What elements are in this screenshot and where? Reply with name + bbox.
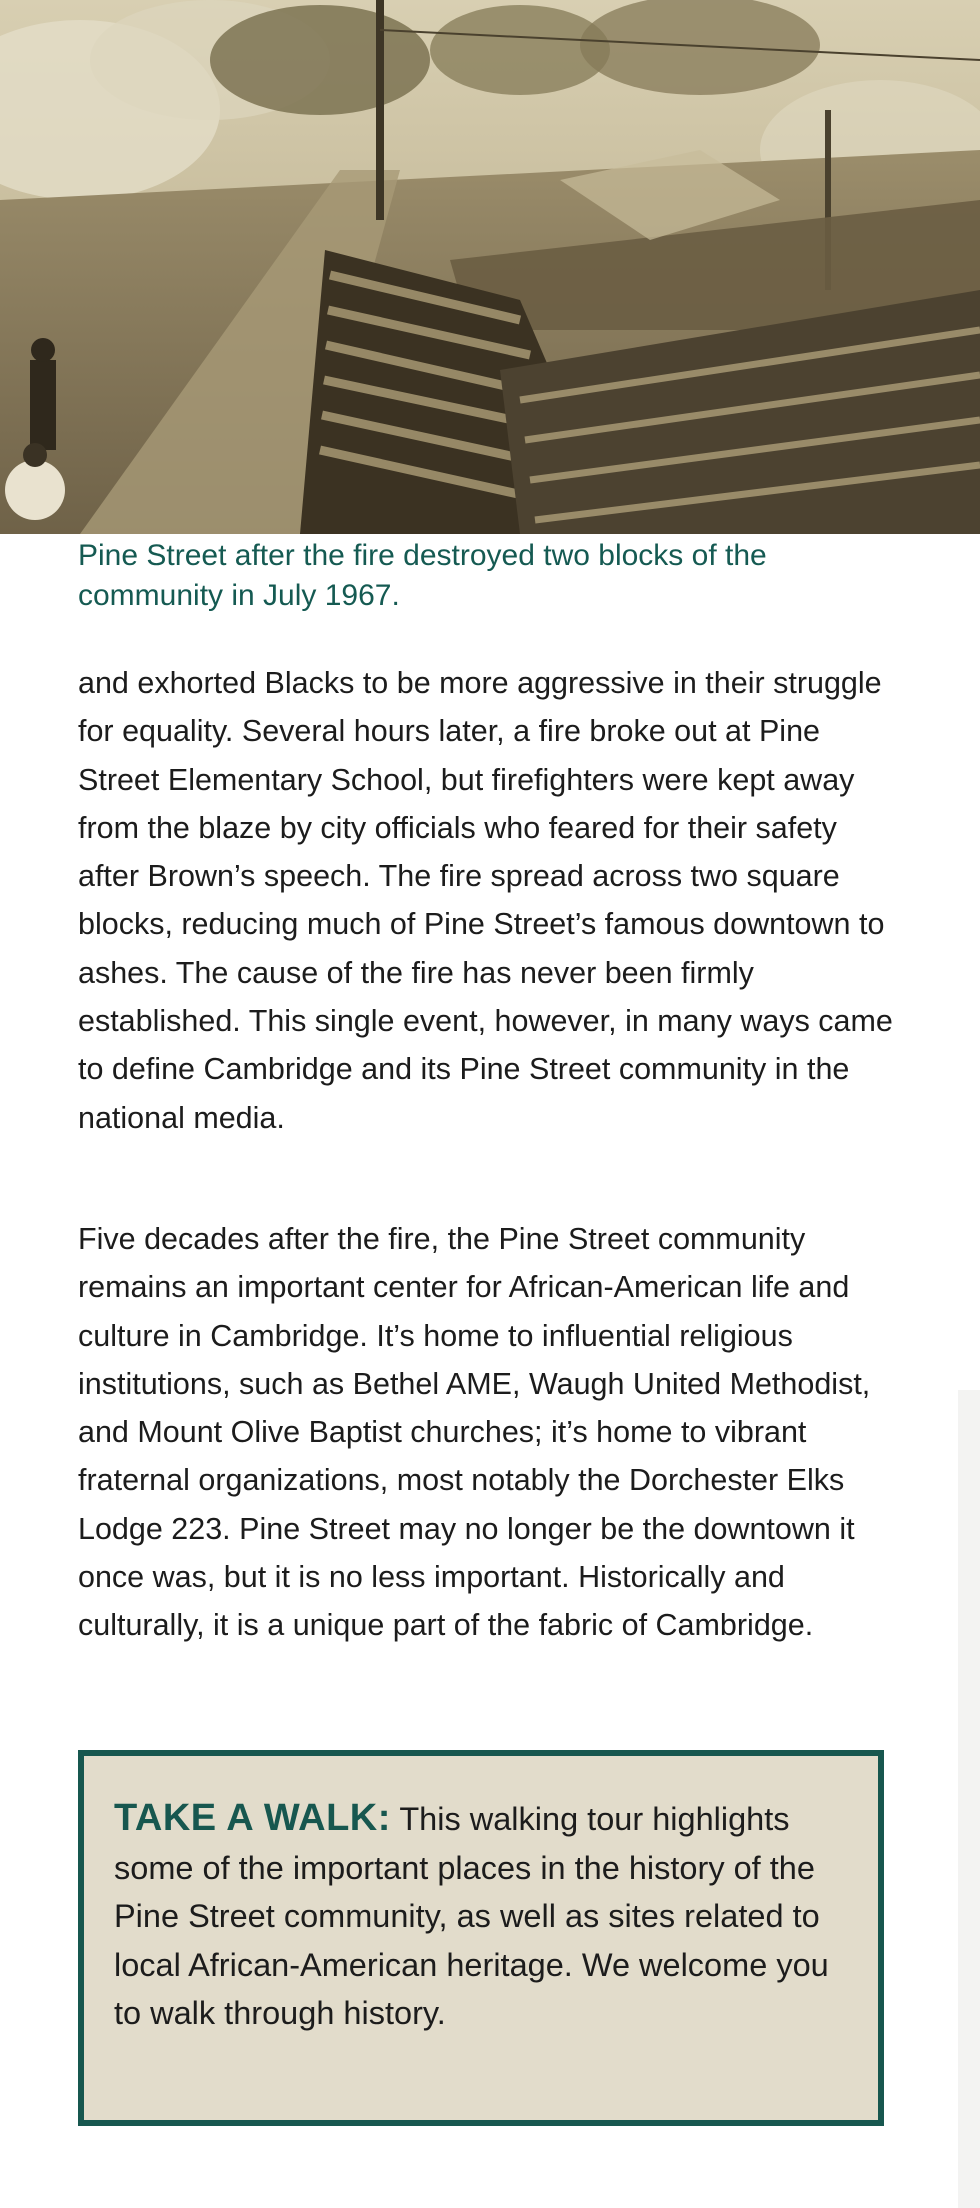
take-a-walk-text-block (114, 1794, 848, 2038)
take-a-walk-callout (78, 1750, 884, 2126)
take-a-walk-body: This walking tour highlights some of the important places in the history of the Pine Street community, as well as sites related to local African-American heritage. We welcome you to walk through history. (114, 1801, 829, 2031)
take-a-walk-label: TAKE A WALK: (114, 1797, 391, 1839)
photo-caption: Pine Street after the fire destroyed two blocks of the community in July 1967. (78, 539, 767, 612)
page-edge-strip (958, 1390, 980, 2208)
burned-street-photo-icon (0, 0, 980, 534)
fire-aftermath-photo (0, 0, 980, 534)
body-paragraph-2: Five decades after the fire, the Pine Street community remains an important center for African-American life and culture in Cambridge. It’s home to influential religious institutions, such as Bethel AME, Waugh United Methodist, and Mount Olive Baptist churches; it’s home to vibrant fraternal organizations, most notably the Dorchester Elks Lodge 223. Pine Street may no longer be the downtown it once was, but it is no less important. Historically and culturally, it is a unique part of the fabric of Cambridge. (78, 1222, 871, 1643)
body-paragraph-1: and exhorted Blacks to be more aggressive in their struggle for equality. Several hours later, a fire broke out at Pine Street Elementary School, but firefighters were kept away from the blaze by city officials who feared for their safety after Brown’s speech. The fire spread across two square blocks, reducing much of Pine Street’s famous downtown to ashes. The cause of the fire has never been firmly established. This single event, however, in many ways came to define Cambridge and its Pine Street community in the national media. (78, 666, 893, 1135)
